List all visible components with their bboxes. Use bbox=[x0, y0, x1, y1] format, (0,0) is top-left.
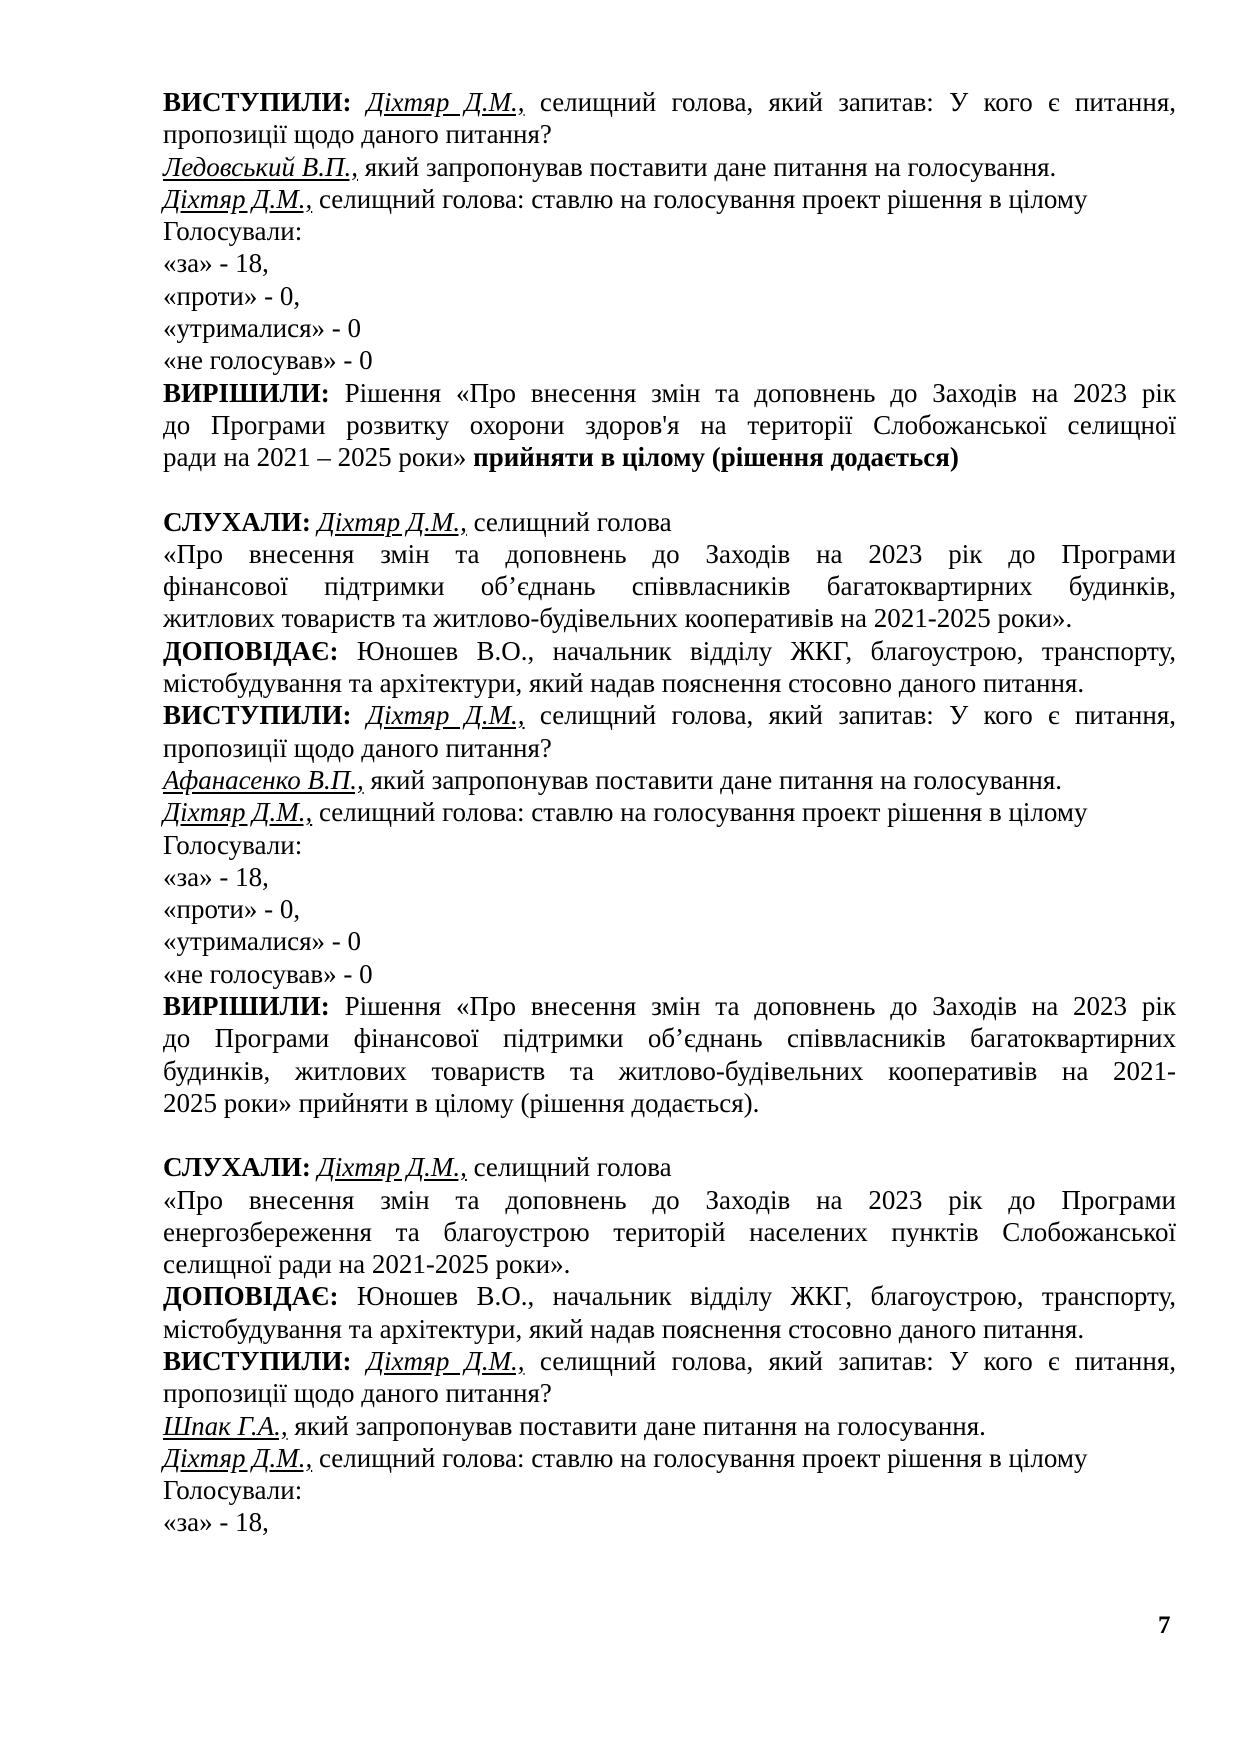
speaker-name: Діхтяр Д.М., bbox=[366, 87, 525, 117]
agenda-title-line: фінансової підтримки об’єднань співвласників багатоквартирних будинків, bbox=[163, 571, 1176, 602]
agenda-title-line: житлових товариств та житлово-будівельних кооперативів на 2021-2025 роки». bbox=[163, 603, 1073, 634]
dopovidaie-line bbox=[163, 1280, 1176, 1312]
vote-notvoted: «не голосував» - 0 bbox=[163, 345, 373, 376]
text-put-to-vote: селищний голова: ставлю на голосування проект рішення в цілому bbox=[312, 183, 1088, 214]
voted-label: Голосували: bbox=[163, 216, 303, 247]
document-page bbox=[163, 86, 1176, 1539]
vote-notvoted: «не голосував» - 0 bbox=[163, 958, 373, 989]
voted-label: Голосували: bbox=[163, 1475, 303, 1506]
decision-line bbox=[163, 377, 1176, 409]
agenda-title-line: селищної ради на 2021-2025 роки». bbox=[163, 1249, 571, 1280]
proposal-line bbox=[163, 764, 1176, 796]
decision-text: Рішення «Про внесення змін та доповнень до Заходів на 2023 рік bbox=[329, 377, 1176, 408]
text-put-to-vote: селищний голова: ставлю на голосування проект рішення в цілому bbox=[312, 1442, 1088, 1473]
proposal-line bbox=[163, 1410, 1176, 1442]
label-vystupyly: ВИСТУПИЛИ: bbox=[163, 700, 352, 731]
text-asked: селищний голова, який запитав: У кого є питання, bbox=[524, 87, 1177, 117]
text-proposed: який запропонував поставити дане питання на голосування. bbox=[287, 1410, 986, 1441]
text-asked-cont: пропозиції щодо даного питання? bbox=[163, 1378, 552, 1409]
decision-line: 2025 роки» прийняти в цілому (рішення додається). bbox=[163, 1087, 760, 1118]
vote-for: «за» - 18, bbox=[163, 248, 269, 279]
speaker-name: Афанасенко В.П., bbox=[163, 764, 364, 795]
vote-abstain: «утрималися» - 0 bbox=[163, 313, 362, 344]
put-to-vote-line bbox=[163, 1442, 1176, 1474]
label-vystupyly: ВИСТУПИЛИ: bbox=[163, 1345, 352, 1376]
vote-for: «за» - 18, bbox=[163, 861, 269, 892]
vote-against: «проти» - 0, bbox=[163, 280, 301, 311]
text-asked: селищний голова, який запитав: У кого є питання, bbox=[524, 1345, 1177, 1376]
speaker-name: Діхтяр Д.М., bbox=[163, 797, 313, 828]
decision-adopted: прийняти в цілому (рішення додається) bbox=[473, 442, 959, 473]
label-sluhaly: СЛУХАЛИ: bbox=[163, 506, 311, 537]
vystupyly-line bbox=[163, 699, 1176, 731]
text-asked-cont: пропозиції щодо даного питання? bbox=[163, 732, 552, 763]
vystupyly-line bbox=[163, 86, 1176, 118]
decision-line: будинків, житлових товариств та житлово-будівельних кооперативів на 2021- bbox=[163, 1055, 1176, 1086]
label-vyrishyly: ВИРІШИЛИ: bbox=[163, 991, 330, 1022]
blank-line bbox=[163, 474, 1176, 506]
decision-text: ради на 2021 – 2025 роки» bbox=[163, 442, 474, 473]
vote-against: «проти» - 0, bbox=[163, 894, 301, 925]
blank-line bbox=[163, 1119, 1176, 1151]
speaker-name: Ледовський В.П., bbox=[163, 151, 359, 182]
text-proposed: який запропонував поставити дане питання на голосування. bbox=[363, 764, 1063, 795]
sluhaly-line bbox=[163, 506, 1176, 538]
speaker-name: Діхтяр Д.М., bbox=[163, 183, 313, 214]
voted-label: Голосували: bbox=[163, 829, 303, 860]
agenda-title-line: енергозбереження та благоустрою територій населених пунктів Слобожанської bbox=[163, 1216, 1176, 1247]
speaker-name: Шпак Г.А., bbox=[163, 1410, 288, 1441]
vystupyly-line bbox=[163, 1345, 1176, 1377]
put-to-vote-line bbox=[163, 183, 1176, 215]
text-head: селищний голова bbox=[466, 506, 672, 537]
label-vystupyly: ВИСТУПИЛИ: bbox=[163, 87, 352, 117]
decision-line: до Програми розвитку охорони здоров'я на території Слобожанської селищної bbox=[163, 409, 1176, 440]
speaker-name: Діхтяр Д.М., bbox=[163, 1442, 313, 1473]
vote-for: «за» - 18, bbox=[163, 1507, 269, 1538]
reporter-text-cont: містобудування та архітектури, який надав пояснення стосовно даного питання. bbox=[163, 1313, 1085, 1344]
speaker-name: Діхтяр Д.М., bbox=[317, 506, 467, 537]
label-vyrishyly: ВИРІШИЛИ: bbox=[163, 377, 330, 408]
reporter-text-cont: містобудування та архітектури, який надав пояснення стосовно даного питання. bbox=[163, 668, 1085, 699]
sluhaly-line bbox=[163, 1151, 1176, 1183]
vote-abstain: «утрималися» - 0 bbox=[163, 926, 362, 957]
page-number: 7 bbox=[1158, 1612, 1171, 1639]
agenda-title-line: «Про внесення змін та доповнень до Заходів на 2023 рік до Програми bbox=[163, 538, 1176, 569]
speaker-name: Діхтяр Д.М., bbox=[366, 1345, 525, 1376]
put-to-vote-line bbox=[163, 796, 1176, 828]
text-proposed: який запропонував поставити дане питання на голосування. bbox=[358, 151, 1057, 182]
agenda-title-line: «Про внесення змін та доповнень до Заходів на 2023 рік до Програми bbox=[163, 1184, 1176, 1215]
speaker-name: Діхтяр Д.М., bbox=[317, 1152, 467, 1183]
text-put-to-vote: селищний голова: ставлю на голосування проект рішення в цілому bbox=[312, 797, 1088, 828]
speaker-name: Діхтяр Д.М., bbox=[366, 700, 525, 731]
decision-line bbox=[163, 441, 1176, 473]
text-asked-cont: пропозиції щодо даного питання? bbox=[163, 119, 552, 150]
text-asked: селищний голова, який запитав: У кого є питання, bbox=[524, 700, 1177, 731]
decision-line bbox=[163, 990, 1176, 1022]
decision-text: Рішення «Про внесення змін та доповнень до Заходів на 2023 рік bbox=[329, 991, 1176, 1022]
label-dopovidaie: ДОПОВІДАЄ: bbox=[163, 635, 339, 666]
text-head: селищний голова bbox=[466, 1152, 672, 1183]
proposal-line bbox=[163, 151, 1176, 183]
dopovidaie-line bbox=[163, 635, 1176, 667]
decision-line: до Програми фінансової підтримки об’єднань співвласників багатоквартирних bbox=[163, 1023, 1176, 1054]
label-dopovidaie: ДОПОВІДАЄ: bbox=[163, 1281, 339, 1312]
reporter-text: Юношев В.О., начальник відділу ЖКГ, благоустрою, транспорту, bbox=[338, 1281, 1176, 1312]
reporter-text: Юношев В.О., начальник відділу ЖКГ, благоустрою, транспорту, bbox=[338, 635, 1176, 666]
label-sluhaly: СЛУХАЛИ: bbox=[163, 1152, 311, 1183]
